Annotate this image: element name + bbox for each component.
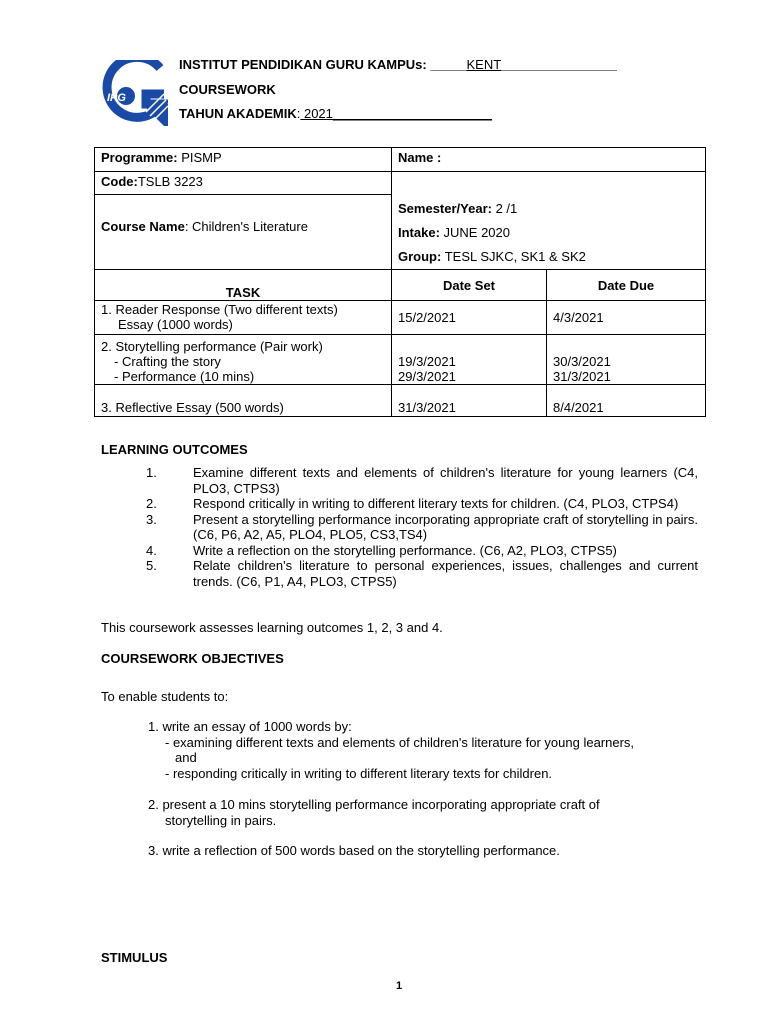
date-due-cell [547, 335, 706, 385]
lo-text: Respond critically in writing to different literary texts for children. (C4, PLO3, CTPS4) [193, 496, 679, 511]
task-cell: 3. Reflective Essay (500 words) [95, 385, 392, 417]
coursework-info-table [94, 147, 706, 417]
logo-text: IPG [107, 92, 126, 104]
date-set-cell: 31/3/2021 [392, 385, 547, 417]
date-due-value: 31/3/2021 [553, 369, 611, 384]
task-line: 1. Reader Response (Two different texts) [101, 302, 338, 317]
lo-text: Present a storytelling performance incorporating appropriate craft of storytelling in pairs. (C6, P6, A2, A5, PLO4, PLO5, CS3,TS4) [193, 511, 698, 542]
assesses-statement: This coursework assesses learning outcomes 1, 2, 3 and 4. [101, 620, 443, 635]
course-name-label: Course Name [101, 218, 185, 234]
col-task [95, 270, 392, 301]
group-label: Group: [398, 249, 442, 264]
objective-line: 1. write an essay of 1000 words by: [148, 719, 352, 734]
lo-text: Write a reflection on the storytelling performance. (C6, A2, PLO3, CTPS5) [193, 542, 617, 558]
objective-line: - examining different texts and elements of children's literature for young learners, [165, 734, 635, 750]
ipg-logo [102, 60, 168, 126]
page-number: 1 [396, 980, 403, 992]
date-set-cell [392, 335, 547, 385]
institute-post: ________________ [501, 57, 617, 72]
lo-text: Examine different texts and elements of children's literature for young learners (C4, PLO3, CTPS3) [193, 465, 698, 496]
year-value: 2021 [303, 106, 333, 121]
semester-cell [392, 172, 706, 270]
date-set-cell: 15/2/2021 [392, 301, 547, 335]
stimulus-heading: STIMULUS [101, 950, 168, 965]
col-date-set-label: Date Set [442, 278, 496, 293]
lo-number: 2. [146, 496, 157, 511]
intake-value: JUNE 2020 [439, 225, 510, 240]
date-due-value: 30/3/2021 [553, 354, 611, 369]
objective-1 [148, 719, 708, 781]
code-value: TSLB 3223 [137, 174, 203, 189]
year-post: ______________________ [332, 106, 492, 121]
lo-number: 5. [146, 558, 157, 573]
date-set-value: 19/3/2021 [398, 354, 456, 369]
task-line: - Crafting the story [114, 354, 221, 369]
year-line [179, 106, 492, 122]
objective-3 [148, 843, 708, 859]
objective-line: storytelling in pairs. [165, 812, 277, 828]
programme-cell [95, 148, 392, 172]
semester-label: Semester/Year: [398, 201, 492, 216]
objective-line: 2. present a 10 mins storytelling performance incorporating appropriate craft of [148, 797, 600, 812]
objective-line: and [175, 750, 197, 765]
semester-value: 2 /1 [491, 201, 518, 216]
programme-label: Programme: [101, 150, 178, 165]
institute-value: KENT [466, 57, 502, 72]
task-line: 2. Storytelling performance (Pair work) [101, 339, 323, 354]
year-colon: : [296, 106, 301, 121]
task-cell [95, 335, 392, 385]
name-cell [392, 148, 706, 172]
objective-line: - responding critically in writing to different literary texts for children. [165, 765, 553, 781]
col-date-due-label: Date Due [597, 278, 655, 293]
learning-outcomes-heading: LEARNING OUTCOMES [101, 442, 248, 457]
code-cell [95, 172, 392, 195]
objectives-heading: COURSEWORK OBJECTIVES [101, 651, 284, 666]
intake-label: Intake: [398, 225, 440, 240]
col-date-due [547, 270, 706, 301]
course-name-value: : Children's Literature [184, 218, 308, 234]
table-row [95, 385, 706, 417]
institute-line [179, 57, 617, 73]
col-date-set [392, 270, 547, 301]
list-item [146, 543, 698, 559]
date-due-cell: 8/4/2021 [547, 385, 706, 417]
lo-number: 1. [146, 465, 157, 480]
task-line: - Performance (10 mins) [114, 369, 255, 384]
objective-line: 3. write a reflection of 500 words based on the storytelling performance. [148, 843, 560, 858]
col-task-label: TASK [225, 285, 261, 300]
date-due-cell: 4/3/2021 [547, 301, 706, 335]
list-item [146, 512, 698, 543]
list-item [146, 558, 698, 589]
date-set-value: 29/3/2021 [398, 369, 456, 384]
institute-pre: _____ [430, 57, 467, 72]
list-item [146, 465, 698, 496]
group-value: TESL SJKC, SK1 & SK2 [441, 249, 586, 264]
coursework-label: COURSEWORK [179, 82, 276, 97]
lo-number: 3. [146, 511, 157, 527]
task-cell [95, 301, 392, 335]
lo-number: 4. [146, 542, 157, 558]
learning-outcomes-list [146, 465, 698, 589]
course-name-cell [95, 194, 392, 269]
year-label: TAHUN AKADEMIK [179, 106, 297, 121]
lo-text: Relate children's literature to personal experiences, issues, challenges and current trends. (C6, P1, A4, PLO3, CTPS5) [193, 558, 698, 589]
programme-value: PISMP [177, 150, 222, 165]
code-label: Code: [101, 174, 138, 189]
objective-2 [148, 797, 708, 828]
institute-label: INSTITUT PENDIDIKAN GURU KAMPUs: [179, 57, 427, 72]
table-row [95, 335, 706, 385]
objectives-intro: To enable students to: [101, 689, 229, 704]
list-item [146, 496, 698, 512]
task-line: Essay (1000 words) [118, 317, 233, 332]
name-label: Name : [398, 150, 442, 165]
table-row [95, 301, 706, 335]
